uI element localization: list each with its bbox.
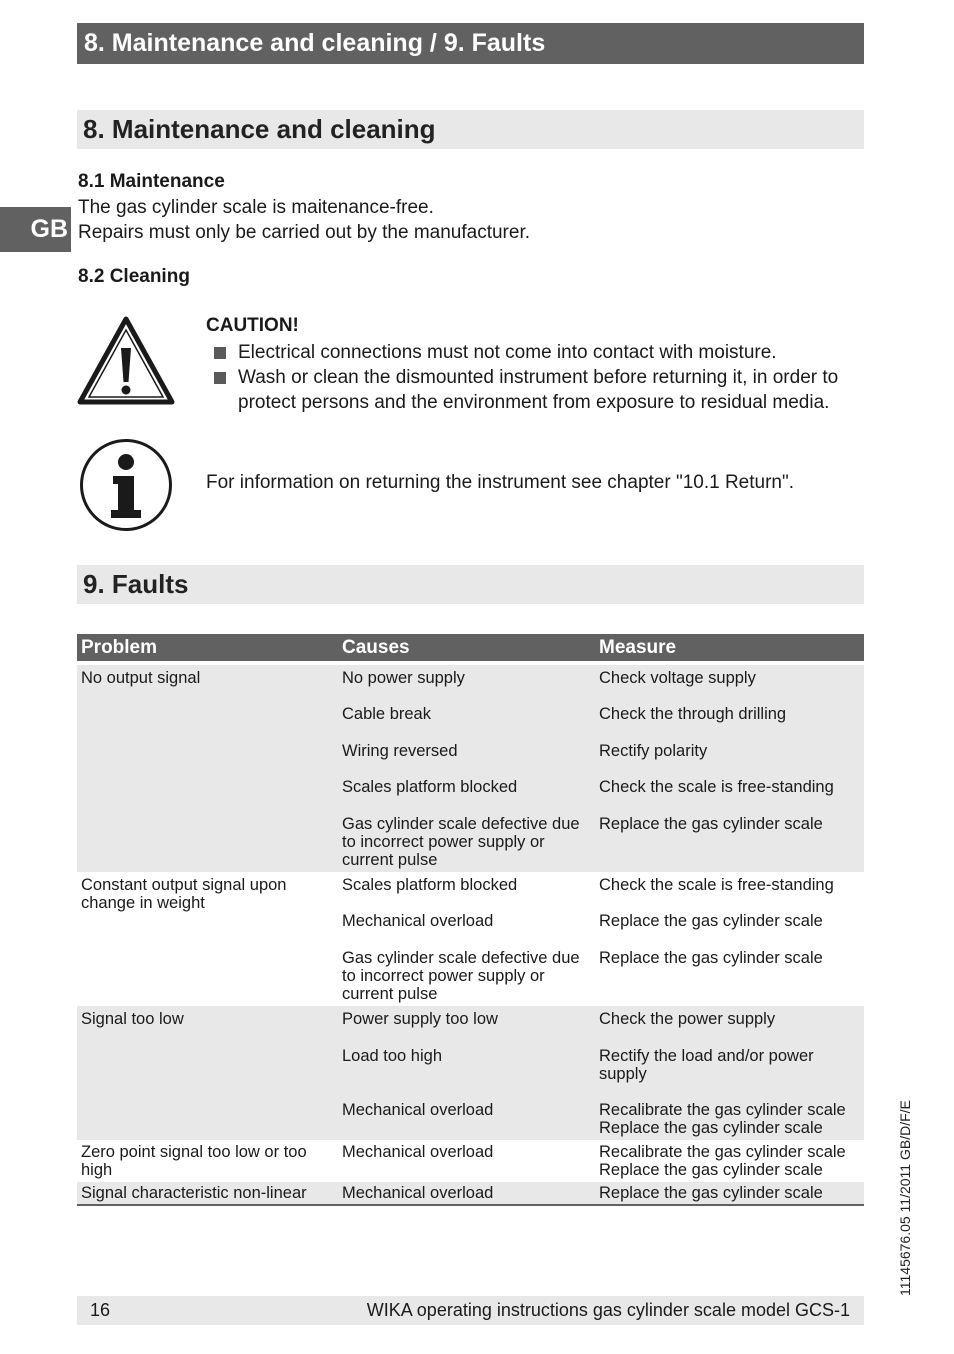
causes-cell: Scales platform blocked Mechanical overload Gas cylinder scale defective due to incorrect power supply or current pulse [342,876,580,1003]
table-row [77,1182,864,1205]
caution-bullet-1: Electrical connections must not come into contact with moisture. [206,340,856,365]
column-header-problem: Problem [77,634,338,663]
measure-cell: Replace the gas cylinder scale [595,1182,864,1205]
bullet-square-icon [214,347,226,359]
cleaning-heading: 8.2 Cleaning [78,266,190,287]
causes-cell: Power supply too low Load too high Mechanical overload [338,1006,595,1140]
measure-cell: Check voltage supply Check the through drilling Rectify polarity Check the scale is free-standing Replace the gas cylinder scale [595,663,864,872]
document-code: 11145676.05 11/2011 GB/D/F/E [897,1100,913,1296]
page-number: 16 [90,1300,111,1320]
table-row [77,663,864,872]
problem-cell: Signal too low [77,1006,338,1140]
page-footer [77,1296,864,1325]
problem-cell: No output signal [77,663,338,872]
maintenance-text-1: The gas cylinder scale is maitenance-free. [78,197,434,218]
maintenance-text-2: Repairs must only be carried out by the manufacturer. [78,222,531,243]
measure-cell: Recalibrate the gas cylinder scale Replace the gas cylinder scale [599,1143,846,1179]
bullet-square-icon [214,372,226,384]
measure-cell: Check the scale is free-standing Replace the gas cylinder scale Replace the gas cylinder scale [599,876,834,967]
language-tab: GB [0,207,71,252]
table-header-row [77,634,864,663]
info-icon [79,438,173,532]
page-header: 8. Maintenance and cleaning / 9. Faults [77,23,864,64]
causes-cell: Mechanical overload [342,1143,494,1161]
info-text: For information on returning the instrument see chapter "10.1 Return". [206,472,795,493]
column-header-causes: Causes [338,634,595,663]
caution-list [206,340,856,415]
table-row [77,872,864,1006]
causes-cell: Mechanical overload [338,1182,595,1205]
table-row [77,1006,864,1140]
column-header-measure: Measure [595,634,864,663]
footer-title: WIKA operating instructions gas cylinder scale model GCS-1 [366,1300,850,1320]
causes-cell: No power supply Cable break Wiring reversed Scales platform blocked Gas cylinder scale defective due to incorrect power supply or current pulse [338,663,595,872]
section-8-heading: 8. Maintenance and cleaning [77,110,864,149]
caution-title: CAUTION! [206,315,299,336]
problem-cell: Zero point signal too low or too high [81,1143,307,1179]
maintenance-heading: 8.1 Maintenance [78,171,225,192]
caution-bullet-2: Wash or clean the dismounted instrument before returning it, in order to protect persons and the environment from exposure to residual media. [206,365,856,415]
section-9-heading: 9. Faults [77,565,864,604]
problem-cell: Signal characteristic non-linear [77,1182,338,1205]
table-row [77,1140,864,1182]
problem-cell: Constant output signal upon change in weight [81,876,287,912]
measure-cell: Check the power supply Rectify the load and/or power supply Recalibrate the gas cylinder scale Replace the gas cylinder scale [595,1006,864,1140]
warning-icon [77,316,175,406]
faults-table [77,634,864,1206]
